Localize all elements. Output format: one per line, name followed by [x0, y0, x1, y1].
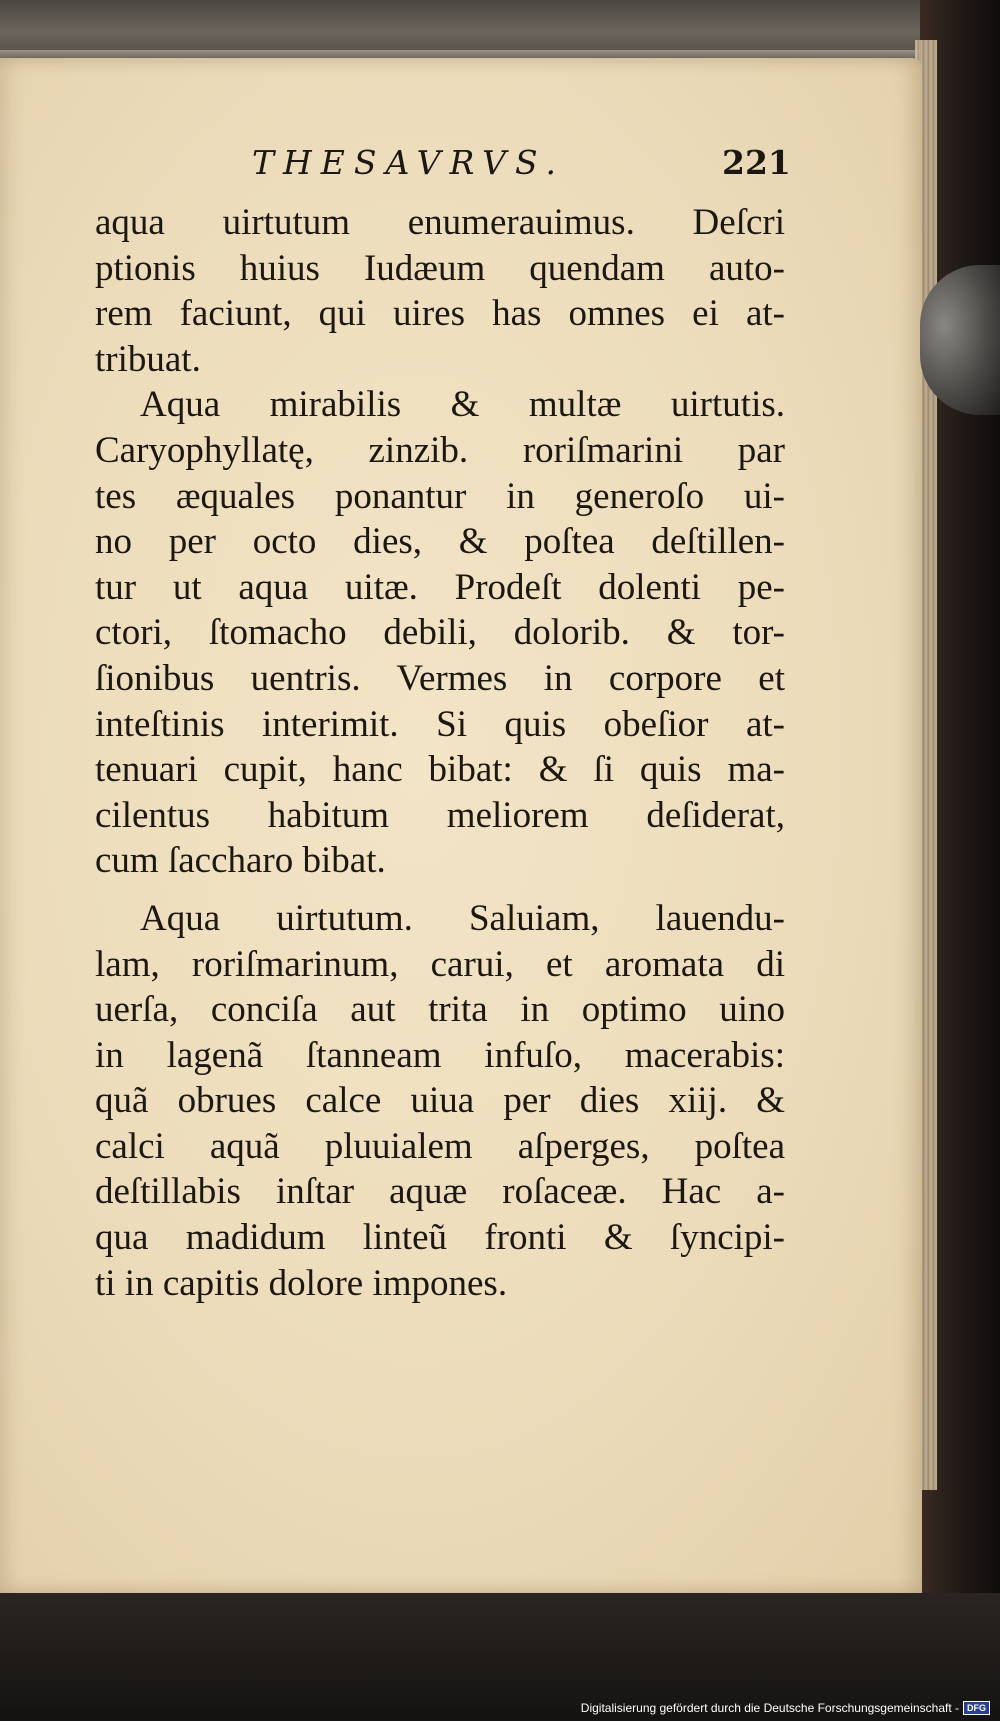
text-line: lam, roriſmarinum, carui, et aromata di [95, 943, 785, 985]
dfg-logo: DFG [963, 1701, 990, 1715]
text-line: no per octo dies, & poſtea deſtillen- [95, 521, 785, 563]
text-line: tenuari cupit, hanc bibat: & ſi quis ma- [95, 749, 785, 791]
digitization-credit [581, 1701, 990, 1715]
text-line: deſtillabis inſtar aquæ roſaceæ. Hac a- [95, 1171, 785, 1213]
text-line: tur ut aqua uitæ. Prodeſt dolenti pe- [95, 566, 785, 608]
text-line: Caryophyllatę, zinzib. roriſmarini par [95, 429, 785, 471]
text-line: ſionibus uentris. Vermes in corpore et [95, 657, 785, 699]
text-line: aqua uirtutum enumerauimus. Deſcri [95, 202, 785, 243]
text-line: ptionis huius Iudæum quendam auto- [95, 247, 785, 289]
text-line: ti in capitis dolore impones. [95, 1262, 508, 1304]
credit-text: Digitalisierung gefördert durch die Deutsche Forschungsgemeinschaft - [580, 1701, 959, 1715]
page-body-text [95, 200, 785, 1306]
paragraph-heading-line: Aqua mirabilis & multæ uirtutis. [140, 384, 785, 426]
paragraph-heading-line: Aqua uirtutum. Saluiam, lauendu- [140, 897, 785, 939]
text-line: tribuat. [95, 338, 201, 380]
page-header [0, 143, 922, 193]
text-line: ctori, ſtomacho debili, dolorib. & tor- [95, 612, 785, 654]
text-line: tes æquales ponantur in generoſo ui- [95, 475, 785, 517]
text-line: inteſtinis interimit. Si quis obeſior at- [95, 703, 785, 745]
text-line: in lagenã ſtanneam infuſo, macerabis: [95, 1034, 785, 1076]
text-line: quã obrues calce uiua per dies xiij. & [95, 1080, 785, 1122]
text-line: rem faciunt, qui uires has omnes ei at- [95, 293, 785, 335]
text-line: uerſa, conciſa aut trita in optimo uino [95, 989, 785, 1031]
page-number: 221 [722, 143, 791, 182]
running-title: THESAVRVS. [252, 143, 565, 182]
scan-bottom-bar [0, 1593, 1000, 1721]
text-line: qua madidum linteũ fronti & ſyncipi- [95, 1217, 785, 1259]
text-line: calci aquã pluuialem aſperges, poſtea [95, 1125, 785, 1167]
text-line: cum ſaccharo bibat. [95, 840, 386, 882]
text-line: cilentus habitum meliorem deſiderat, [95, 794, 785, 836]
